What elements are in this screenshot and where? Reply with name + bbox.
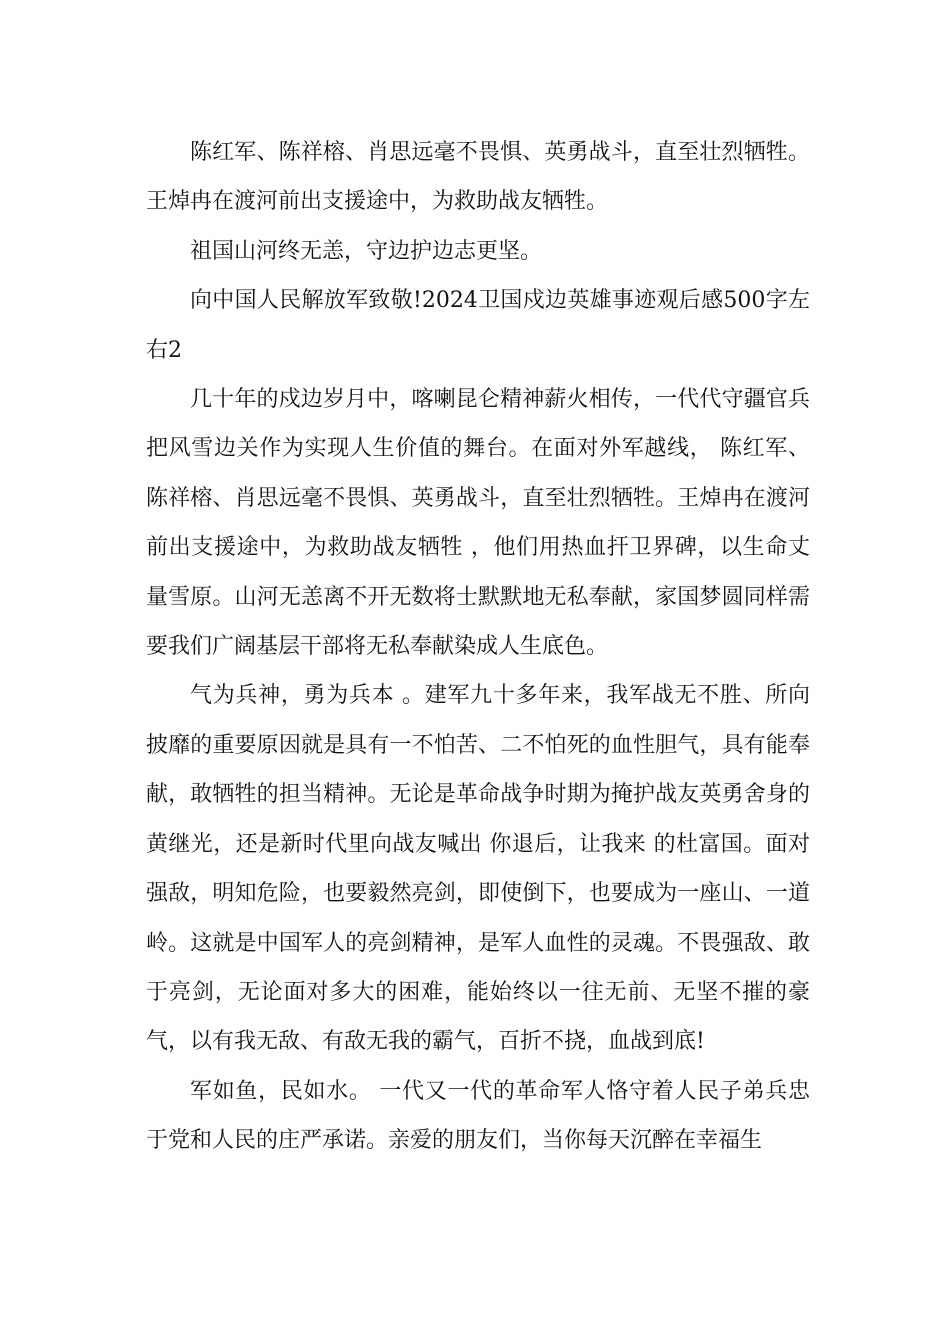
paragraph-6: 军如鱼，民如水。 一代又一代的革命军人恪守着人民子弟兵忠于党和人民的庄严承诺。亲爱的朋友们，当你每天沉醉在幸福生 (146, 1078, 810, 1154)
paragraph-2: 祖国山河终无恙，守边护边志更坚。 (190, 238, 543, 264)
paragraph-5: 气为兵神，勇为兵本 。建军九十多年来，我军战无不胜、所向披靡的重要原因就是具有一不怕苦、二不怕死的血性胆气，具有能奉献，敢牺牲的担当精神。无论是革命战争时期为掩护战友英勇舍身的黄继光，还是新时代里向战友喊出 你退后，让我来 的杜富国。面对强敌，明知危险，也要毅然亮剑，即使倒下，也要成为一座山、一道岭。这就是中国军人的亮剑精神，是军人血性的灵魂。不畏强敌、敢于亮剑，无论面对多大的困难，能始终以一往无前、无坚不摧的豪气，以有我无敌、有敌无我的霸气，百折不挠，血战到底! (146, 683, 810, 1055)
paragraph-1: 陈红军、陈祥榕、肖思远毫不畏惧、英勇战斗，直至壮烈牺牲。王焯冉在渡河前出支援途中，为救助战友牺牲。 (146, 140, 810, 215)
body-text (146, 128, 810, 1166)
paragraph-4: 几十年的戍边岁月中，喀喇昆仑精神薪火相传，一代代守疆官兵把风雪边关作为实现人生价值的舞台。在面对外军越线， 陈红军、陈祥榕、肖思远毫不畏惧、英勇战斗，直至壮烈牺牲。王焯冉在渡河前出支援途中，为救助战友牺牲 ，他们用热血扞卫界碑，以生命丈量雪原。山河无恙离不开无数将士默默地无私奉献，家国梦圆同样需要我们广阔基层干部将无私奉献染成人生底色。 (146, 387, 810, 660)
section-heading: 向中国人民解放军致敬!2024卫国戍边英雄事迹观后感500字左右2 (146, 288, 810, 363)
